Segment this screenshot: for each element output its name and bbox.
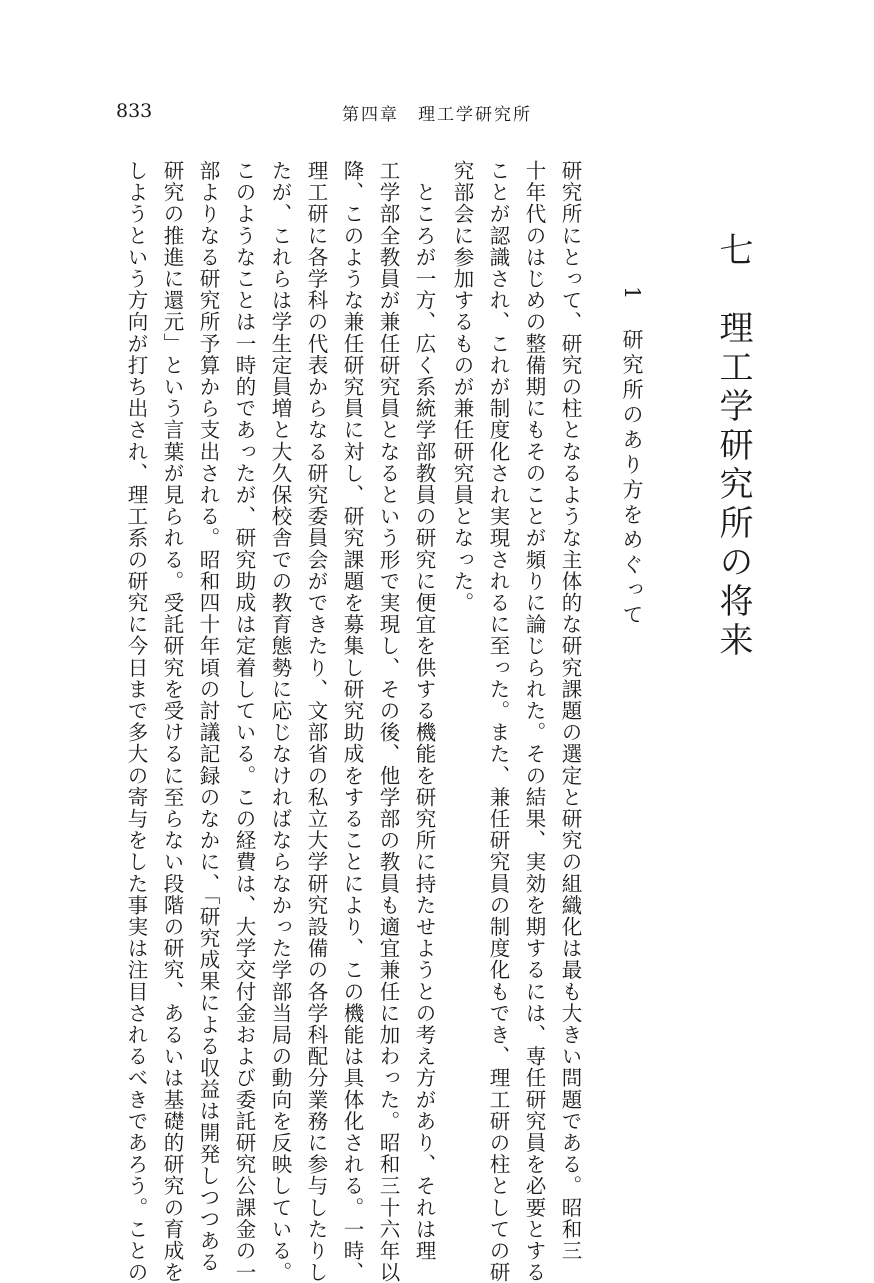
chapter-title: 七 理工学研究所の将来 — [713, 232, 753, 661]
page-number: 833 — [116, 100, 153, 122]
body-line-12: 研究の推進に還元」という言葉が見られる。受託研究を受けるに至らない段階の研究、あるいは基礎的研究の育成を — [160, 160, 184, 1283]
body-line-2: 十年代のはじめの整備期にもそのことが頻りに論じられた。その結果、実効を期するには、専任研究員を必要とする — [522, 160, 546, 1283]
body-line-5: ところが一方、広く系統学部教員の研究に便宜を供する機能を研究所に持たせようとの考え方があり、それは理 — [412, 160, 436, 1262]
body-line-9: たが、これらは学生定員増と大久保校舎での教育態勢に応じなければならなかった学部当局の動向を反映している。 — [268, 160, 292, 1283]
body-line-6: 工学部全教員が兼任研究員となるという形で実現し、その後、他学部の教員も適宜兼任に加わった。昭和三十六年以 — [376, 160, 400, 1283]
running-header: 第四章 理工学研究所 — [342, 105, 532, 125]
body-line-10: このようなことは一時的であったが、研究助成は定着している。この経費は、大学交付金および委託研究公課金の一 — [232, 160, 256, 1283]
body-line-3: ことが認識され、これが制度化され実現されるに至った。また、兼任研究員の制度化もでき、理工研の柱としての研 — [486, 160, 510, 1283]
body-line-4: 究部会に参加するものが兼任研究員となった。 — [450, 160, 474, 614]
body-line-1: 研究所にとって、研究の柱となるような主体的な研究課題の選定と研究の組織化は最も大きい問題である。昭和三 — [558, 160, 582, 1262]
body-line-7: 降、このような兼任研究員に対し、研究課題を募集し研究助成をすることにより、この機能は具体化される。一時、 — [340, 160, 364, 1283]
body-line-11: 部よりなる研究所予算から支出される。昭和四十年頃の討議記録のなかに、「研究成果による収益は開発しつつある — [196, 160, 220, 1273]
body-line-13: しようという方向が打ち出され、理工系の研究に今日まで多大の寄与をした事実は注目されるべきであろう。ことの — [124, 160, 148, 1283]
body-line-8: 理工研に各学科の代表からなる研究委員会ができたり、文部省の私立大学研究設備の各学科配分業務に参与したりし — [304, 160, 328, 1283]
section-heading: 1 研究所のあり方をめぐって — [620, 286, 644, 629]
